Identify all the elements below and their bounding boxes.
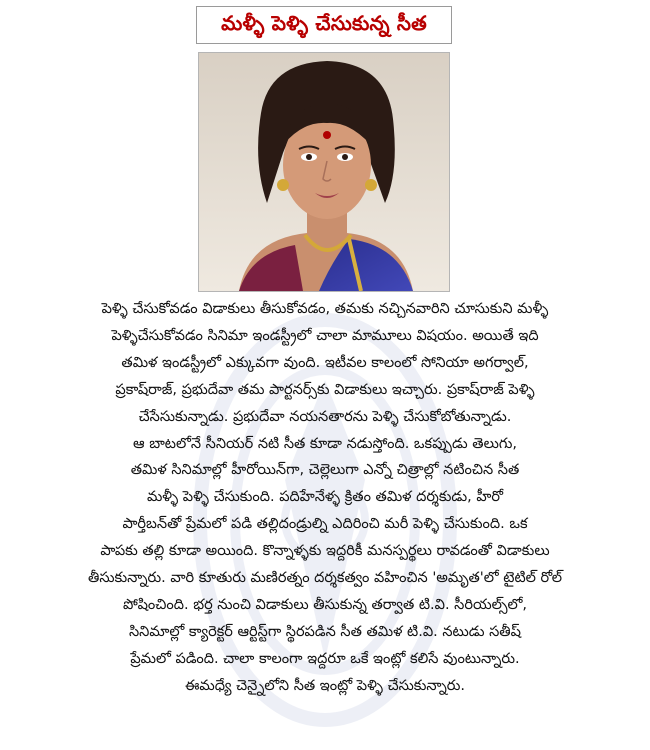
article-line: తమిళ ఇండస్ట్రీలో ఎక్కువగా వుంది. ఇటీవల కాలంలో సోనియా అగర్వాల్, (121, 354, 529, 371)
article-line: పాపకు తల్లి కూడా అయింది. కొన్నాళ్ళకు ఇద్దరికీ మనస్పర్థలు రావడంతో విడాకులు (100, 543, 550, 560)
article-line: పెళ్ళిచేసుకోవడం సినిమా ఇండస్ట్రీలో చాలా మామూలు విషయం. అయితే ఇది (111, 327, 539, 344)
article-line: పోషించింది. భర్త నుంచి విడాకులు తీసుకున్న తర్వాత టి.వి. సీరియల్స్‌లో, (122, 596, 528, 613)
article-line: ఈమధ్యే చెన్నైలోని సీత ఇంట్లో పెళ్ళి చేసుకున్నారు. (185, 677, 465, 694)
article-line: చేసేసుకున్నాడు. ప్రభుదేవా నయనతారను పెళ్ళి చేసుకోబోతున్నాడు. (138, 408, 512, 425)
article-line: పెళ్ళి చేసుకోవడం విడాకులు తీసుకోవడం, తమకు నచ్చినవారిని చూసుకుని మళ్ళీ (101, 301, 549, 317)
article-photo (198, 52, 450, 292)
headline-title: మళ్ళీ పెళ్ళి చేసుకున్న సీత (221, 10, 427, 35)
article-body (4, 296, 646, 700)
article-line: తీసుకున్నారు. వారి కూతురు మణిరత్నం దర్శకత్వం వహించిన 'అమృత'లో టైటిల్ రోల్ (88, 570, 562, 587)
article-line: సినిమాల్లో క్యారెక్టర్ ఆర్టిస్ట్‌గా స్థిరపడిన సీత తమిళ టి.వి. నటుడు సతీష్ (129, 623, 521, 640)
article-line: ప్రేమలో పడింది. చాలా కాలంగా ఇద్దరూ ఒకే ఇంట్లో కలిసే వుంటున్నారు. (130, 650, 520, 667)
article-line: మళ్ళీ పెళ్ళి చేసుకుంది. పదిహేనేళ్ళ క్రితం తమిళ దర్శకుడు, హీరో (146, 489, 504, 506)
article-line: ప్రకాష్‌రాజ్, ప్రభుదేవా తమ పార్టనర్స్‌కు విడాకులు ఇచ్చారు. ప్రకాష్‌రాజ్ పెళ్ళి (115, 381, 535, 398)
headline-box (196, 6, 452, 44)
article-line: పార్తీబన్‌తో ప్రేమలో పడి తల్లిదండ్రుల్ని ఎదిరించి మరీ పెళ్ళి చేసుకుంది. ఒక (122, 516, 528, 533)
portrait-image (199, 53, 449, 291)
article-line: తమిళ సినిమాల్లో హీరోయిన్‌గా, చెల్లెలుగా ఎన్నో చిత్రాల్లో నటించిన సీత (130, 462, 520, 479)
article-line: ఆ బాటలోనే సీనియర్ నటి సీత కూడా నడుస్తోంది. ఒకప్పుడు తెలుగు, (133, 435, 517, 452)
